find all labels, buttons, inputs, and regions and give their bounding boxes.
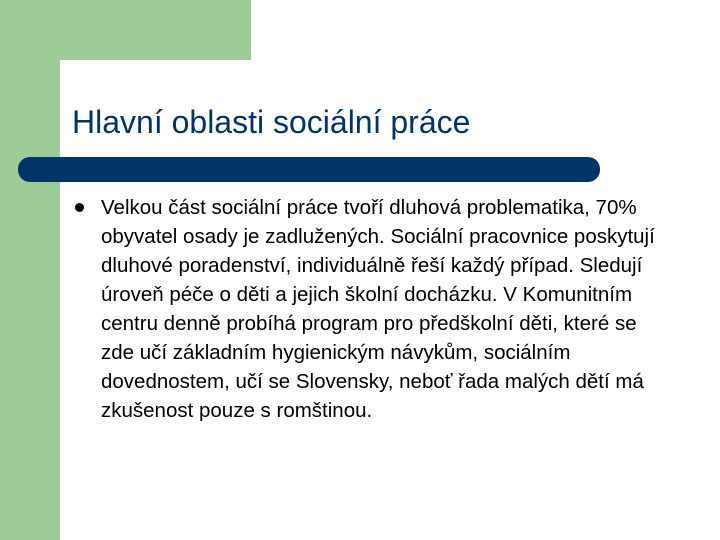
bullet-item [72, 193, 672, 425]
slide-title: Hlavní oblasti sociální práce [72, 104, 471, 140]
bullet-list [72, 193, 672, 425]
title-underline-bar [18, 157, 600, 182]
left-accent-bar [0, 0, 60, 540]
bullet-dot-icon [75, 203, 84, 212]
top-accent-block [0, 0, 251, 60]
bullet-text: Velkou část sociální práce tvoří dluhová problematika, 70% obyvatel osady je zadlužených. Sociální pracovnice poskytují dluhové poradenství, individuálně řeší každý případ. Sledují úroveň péče o děti a jejich školní docházku. V Komunitním centru denně probíhá program pro předškolní děti, které se zde učí základním hygienickým návykům, sociálním dovednostem, učí se Slovensky, neboť řada malých dětí má zkušenost pouze s romštinou. [101, 196, 655, 422]
